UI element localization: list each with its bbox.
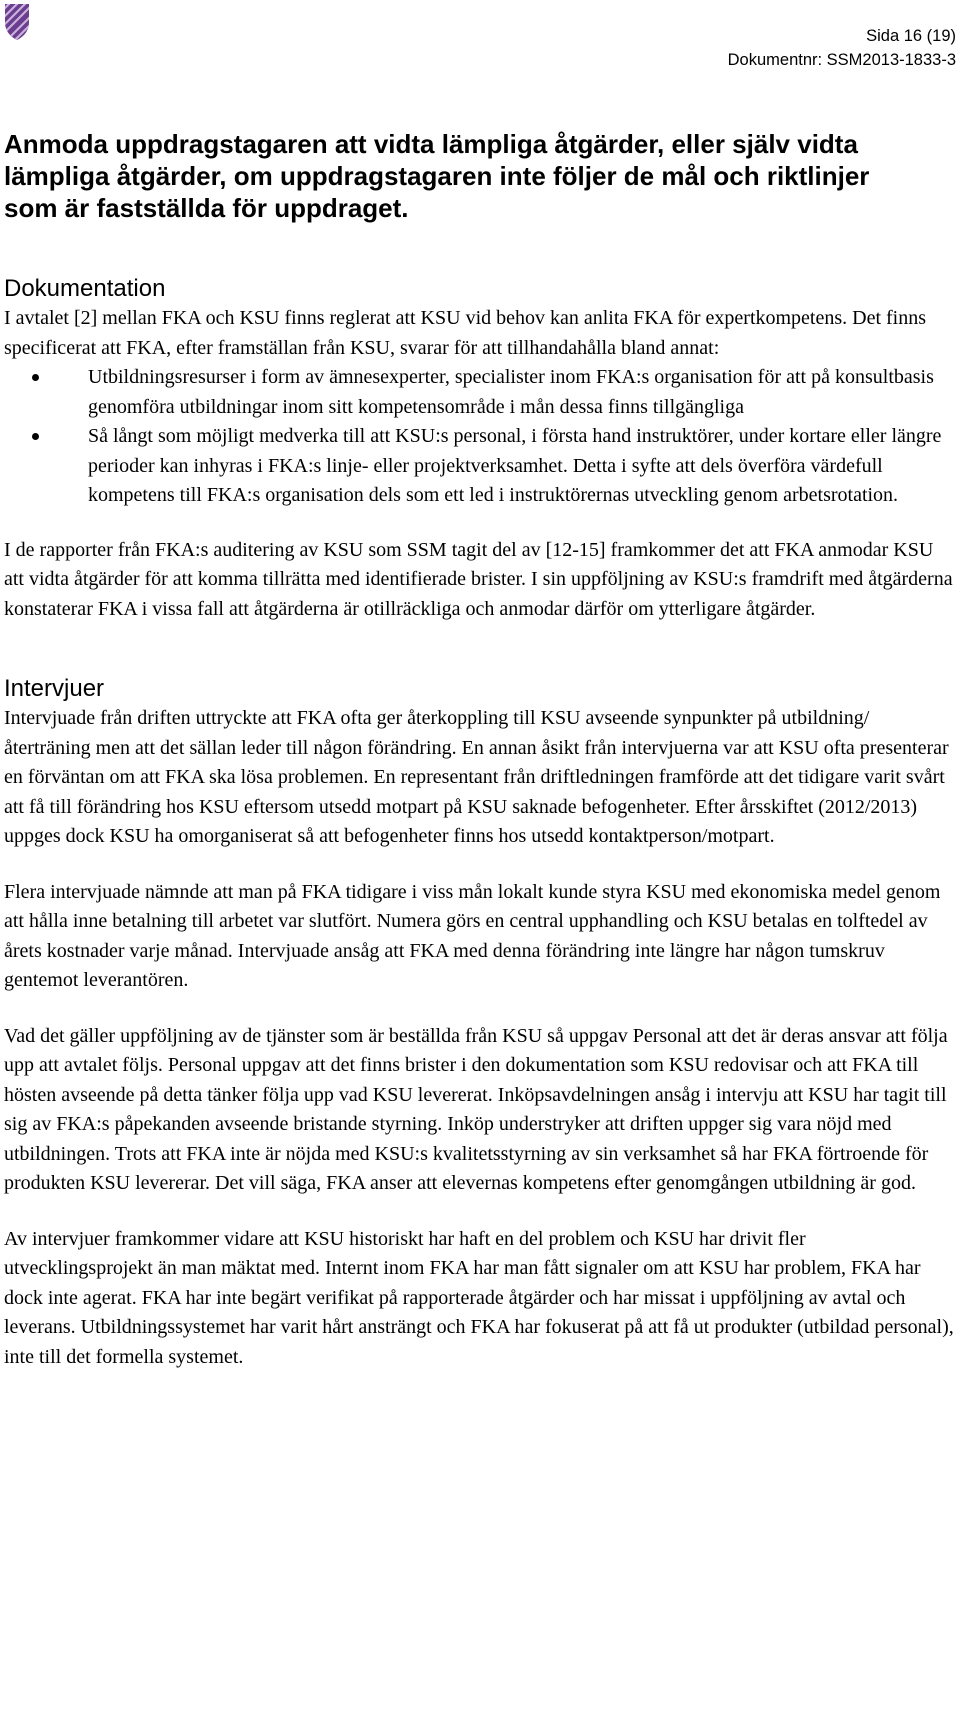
intervjuer-paragraph-4: Av intervjuer framkommer vidare att KSU historiskt har haft en del problem och KSU har drivit fler utvecklingsprojekt än man mäktat med. Internt inom FKA har man fått signaler om att KSU har problem, FKA har dock inte agerat. FKA har inte begärt verifikat på rapporterade åtgärder och har missat i uppföljning av avtal och leverans. Utbildningssystemet har varit hårt ansträngt och FKA har fokuserat på att få ut produkter (utbildad personal), inte till det formella systemet. (4, 1227, 954, 1368)
main-heading: Anmoda uppdragstagaren att vidta lämpliga åtgärder, eller själv vidta lämpliga åtgärder, om uppdragstagaren inte följer de mål och riktlinjer som är fastställda för uppdraget. (4, 129, 870, 223)
page-number: Sida 16 (19) (866, 27, 956, 45)
intervjuer-paragraph-3: Vad det gäller uppföljning av de tjänster som är beställda från KSU så uppgav Personal att det är deras ansvar att följa upp att avtalet följs. Personal uppgav att det finns brister i den dokumentation som KSU redovisar och att FKA till hösten avseende på detta tänker följa upp vad KSU levererat. Inköpsavdelningen ansåg i intervju att KSU har tagit till sig av FKA:s påpekanden avseende bristande styrning. Inköp understryker att driften uppger sig vara nöjd med utbildningen. Trots att FKA inte är nöjda med KSU:s kvalitetsstyrning av sin verksamhet så har FKA förtroende för produkten KSU levererar. Det vill säga, FKA anser att elevernas kompetens efter genomgången utbildning är god. (4, 1024, 948, 1194)
intervjuer-paragraph-2: Flera intervjuade nämnde att man på FKA tidigare i viss mån lokalt kunde styra KSU med ekonomiska medel genom att hålla inne betalning till arbetet var slutfört. Numera görs en central upphandling och KSU betalas en tolftedel av årets kostnader varje månad. Intervjuade ansåg att FKA med denna förändring inte längre har någon tumskruv gentemot leverantören. (4, 880, 941, 991)
dokumentation-intro: I avtalet [2] mellan FKA och KSU finns reglerat att KSU vid behov kan anlita FKA för expertkompetens. Det finns specificerat att FKA, efter framställan från KSU, svarar för att tillhandahålla bland annat: (4, 307, 927, 359)
bullet-icon (32, 433, 39, 440)
intervjuer-paragraph-1: Intervjuade från driften uttryckte att FKA ofta ger återkoppling till KSU avseende synpunkter på utbildning/återträning men att det sällan leder till någon förändring. En annan åsikt från intervjuerna var att KSU ofta presenterar en förväntan om att FKA ska lösa problemen. En representant från driftledningen framförde att det tidigare varit svårt att få till förändring hos KSU eftersom utsedd motpart på KSU saknade befogenheter. Efter årsskiftet (2012/2013) uppges dock KSU ha omorganiserat så att befogenheter finns hos utsedd kontaktperson/motpart. (4, 707, 949, 847)
shield-logo-icon (3, 2, 31, 42)
dokumentation-paragraph: I de rapporter från FKA:s auditering av KSU som SSM tagit del av [12-15] framkommer det att FKA anmodar KSU att vidta åtgärder för att komma tillrätta med identifierade brister. I sin uppföljning av KSU:s framdrift med åtgärderna konstaterar FKA i vissa fall att åtgärderna är otillräckliga och anmodar därför om ytterligare åtgärder. (4, 538, 953, 620)
page-header (728, 24, 956, 72)
section-heading-intervjuer: Intervjuer (4, 675, 105, 702)
document-number: Dokumentnr: SSM2013-1833-3 (727, 51, 956, 69)
list-item: Utbildningsresurser i form av ämnesexperter, specialister inom FKA:s organisation för att på konsultbasis genomföra utbildningar inom sitt kompetensområde i mån dessa finns tillgängliga (4, 363, 954, 422)
dokumentation-bullet-list (4, 363, 954, 511)
section-heading-dokumentation: Dokumentation (4, 275, 166, 302)
document-body (4, 128, 954, 1372)
list-item: Så långt som möjligt medverka till att KSU:s personal, i första hand instruktörer, under kortare eller längre perioder kan inhyras i FKA:s linje- eller projektverksamhet. Detta i syfte att dels överföra värdefull kompetens till FKA:s organisation dels som ett led i instruktörernas utveckling genom arbetsrotation. (4, 422, 954, 511)
bullet-icon (32, 374, 39, 381)
